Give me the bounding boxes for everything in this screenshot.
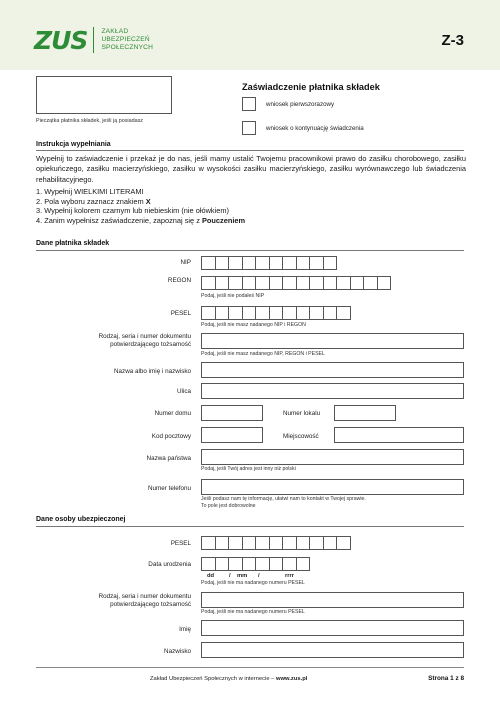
payer-pesel-input[interactable] (201, 306, 351, 320)
payer-id-doc-note: Podaj, jeśli nie masz nadanego NIP, REGON i PESEL (201, 351, 325, 357)
dob-day-hint: dd (207, 573, 215, 579)
char-cell[interactable] (228, 536, 243, 550)
first-request-checkbox[interactable] (242, 97, 256, 111)
country-label: Nazwa państwa (146, 455, 191, 462)
phone-label: Numer telefonu (147, 485, 191, 492)
char-cell[interactable] (296, 276, 311, 290)
step-item: 1. Wypełnij WIELKIMI LITERAMI (36, 187, 144, 196)
insured-section-title: Dane osoby ubezpieczonej (36, 516, 126, 523)
regon-input[interactable] (201, 276, 391, 290)
char-cell[interactable] (201, 557, 216, 571)
instructions-steps (36, 187, 245, 225)
char-cell[interactable] (296, 256, 311, 270)
char-cell[interactable] (242, 557, 257, 571)
instructions-text: Wypełnij to zaświadczenie i przekaż je do nas, jeśli mamy ustalić Twojemu pracownikowi prawo do zasiłku chorobowego, zasiłku opiekuńczego, zasiłku macierzyńskiego, zasiłku w wysokości zasiłku macierzyńskiego, zasiłku wyrównawczego lub świadczenia rehabilitacyjnego. (36, 154, 466, 184)
char-cell[interactable] (242, 536, 257, 550)
step-item: 2. Pola wyboru zaznacz znakiem X (36, 196, 151, 206)
char-cell[interactable] (242, 256, 257, 270)
option-label: wniosek o kontynuację świadczenia (266, 124, 364, 132)
char-cell[interactable] (336, 276, 351, 290)
logo-text (101, 28, 153, 53)
char-cell[interactable] (255, 536, 270, 550)
payer-id-document-input[interactable] (201, 333, 464, 349)
logo-separator (93, 27, 94, 53)
char-cell[interactable] (269, 536, 284, 550)
char-cell[interactable] (215, 306, 230, 320)
char-cell[interactable] (269, 557, 284, 571)
logo-line: ZAKŁAD (101, 27, 129, 35)
flat-number-label: Numer lokalu (283, 410, 321, 417)
house-number-label: Numer domu (154, 410, 191, 417)
logo-line: SPOŁECZNYCH (101, 44, 154, 52)
document-title: Zaświadczenie płatnika składek (242, 82, 380, 92)
char-cell[interactable] (201, 256, 216, 270)
stamp-caption: Pieczątka płatnika składek, jeśli ją posiadasz (36, 118, 143, 124)
char-cell[interactable] (201, 306, 216, 320)
city-input[interactable] (334, 427, 464, 443)
payer-pesel-label: PESEL (170, 310, 191, 317)
insured-pesel-label: PESEL (170, 540, 191, 547)
instructions-title: Instrukcja wypełniania (36, 141, 111, 148)
dob-year-hint: rrrr (285, 573, 295, 579)
char-cell[interactable] (363, 276, 378, 290)
section-divider (36, 526, 464, 527)
payer-name-label: Nazwa albo imię i nazwisko (114, 368, 191, 375)
street-input[interactable] (201, 383, 464, 399)
option-first-request[interactable] (242, 97, 334, 111)
section-divider (36, 250, 464, 251)
char-cell[interactable] (215, 256, 230, 270)
char-cell[interactable] (309, 536, 324, 550)
logo-mark: ZUS (34, 25, 88, 55)
country-note: Podaj, jeśli Twój adres jest inny niż polski (201, 466, 296, 472)
char-cell[interactable] (309, 276, 324, 290)
char-cell[interactable] (282, 557, 297, 571)
nip-input[interactable] (201, 256, 337, 270)
regon-label: REGON (167, 277, 191, 284)
house-number-input[interactable] (201, 405, 263, 421)
char-cell[interactable] (282, 306, 297, 320)
birth-date-label: Data urodzenia (148, 561, 191, 568)
first-name-input[interactable] (201, 620, 464, 636)
char-cell[interactable] (228, 306, 243, 320)
char-cell[interactable] (215, 536, 230, 550)
regon-note: Podaj, jeśli nie podałeś NIP (201, 293, 265, 299)
char-cell[interactable] (269, 256, 284, 270)
char-cell[interactable] (309, 256, 324, 270)
char-cell[interactable] (242, 306, 257, 320)
payer-pesel-note: Podaj, jeśli nie masz nadanego NIP i REGON (201, 322, 306, 328)
logo-line: UBEZPIECZEŃ (101, 35, 150, 43)
dob-separator: / (229, 573, 231, 579)
char-cell[interactable] (282, 536, 297, 550)
char-cell[interactable] (350, 276, 365, 290)
country-input[interactable] (201, 449, 464, 465)
char-cell[interactable] (323, 276, 338, 290)
option-label: wniosek pierwszorazowy (266, 100, 335, 108)
dob-month-hint: mm (237, 573, 248, 579)
continuation-request-checkbox[interactable] (242, 121, 256, 135)
zus-logo (34, 27, 153, 53)
phone-note: Jeśli podasz nam tę informację, ułatwi nam to kontakt w Twojej sprawie. To pole jest dobrowolne (201, 496, 366, 509)
char-cell[interactable] (255, 276, 270, 290)
last-name-label: Nazwisko (164, 648, 191, 655)
char-cell[interactable] (215, 557, 230, 571)
char-cell[interactable] (323, 306, 338, 320)
phone-input[interactable] (201, 479, 464, 495)
step-item: 4. Zanim wypełnisz zaświadczenie, zapoznaj się z Pouczeniem (36, 215, 246, 225)
flat-number-input[interactable] (334, 405, 396, 421)
page-number: Strona 1 z 8 (428, 675, 464, 682)
payer-stamp-box[interactable] (36, 76, 172, 114)
char-cell[interactable] (336, 306, 351, 320)
insured-id-document-input[interactable] (201, 592, 464, 608)
char-cell[interactable] (269, 306, 284, 320)
option-continuation-request[interactable] (242, 121, 364, 135)
char-cell[interactable] (228, 276, 243, 290)
char-cell[interactable] (242, 276, 257, 290)
street-label: Ulica (177, 388, 191, 395)
char-cell[interactable] (323, 536, 338, 550)
first-name-label: Imię (179, 626, 191, 633)
dob-separator: / (258, 573, 260, 579)
char-cell[interactable] (282, 256, 297, 270)
char-cell[interactable] (201, 276, 216, 290)
payer-section-title: Dane płatnika składek (36, 240, 110, 247)
char-cell[interactable] (269, 276, 284, 290)
birth-date-note: Podaj, jeśli nie ma nadanego numeru PESEL (201, 580, 305, 586)
char-cell[interactable] (255, 256, 270, 270)
char-cell[interactable] (336, 536, 351, 550)
postal-code-input[interactable] (201, 427, 263, 443)
char-cell[interactable] (377, 276, 392, 290)
char-cell[interactable] (309, 306, 324, 320)
char-cell[interactable] (228, 557, 243, 571)
form-header (0, 0, 500, 70)
char-cell[interactable] (323, 256, 338, 270)
insured-id-doc-label: Rodzaj, seria i numer dokumentu potwierdzającego tożsamość (98, 593, 191, 609)
nip-label: NIP (180, 259, 191, 266)
form-code: Z-3 (441, 32, 464, 49)
payer-id-doc-label: Rodzaj, seria i numer dokumentu potwierdzającego tożsamość (98, 333, 191, 349)
birth-date-input[interactable] (201, 557, 310, 571)
char-cell[interactable] (215, 276, 230, 290)
step-item: 3. Wypełnij kolorem czarnym lub niebieskim (nie ołówkiem) (36, 206, 229, 216)
payer-name-input[interactable] (201, 362, 464, 378)
footer-text: Zakład Ubezpieczeń Społecznych w internecie – www.zus.pl (150, 676, 308, 682)
insured-id-doc-note: Podaj, jeśli nie ma nadanego numeru PESEL (201, 609, 305, 615)
char-cell[interactable] (255, 557, 270, 571)
char-cell[interactable] (296, 557, 311, 571)
section-divider (36, 150, 464, 151)
char-cell[interactable] (255, 306, 270, 320)
footer-link[interactable]: www.zus.pl (276, 676, 308, 682)
last-name-input[interactable] (201, 642, 464, 658)
char-cell[interactable] (282, 276, 297, 290)
city-label: Miejscowość (283, 433, 319, 440)
char-cell[interactable] (228, 256, 243, 270)
char-cell[interactable] (296, 306, 311, 320)
postal-code-label: Kod pocztowy (151, 433, 191, 440)
insured-pesel-input[interactable] (201, 536, 351, 550)
char-cell[interactable] (296, 536, 311, 550)
char-cell[interactable] (201, 536, 216, 550)
footer-divider (36, 667, 464, 668)
